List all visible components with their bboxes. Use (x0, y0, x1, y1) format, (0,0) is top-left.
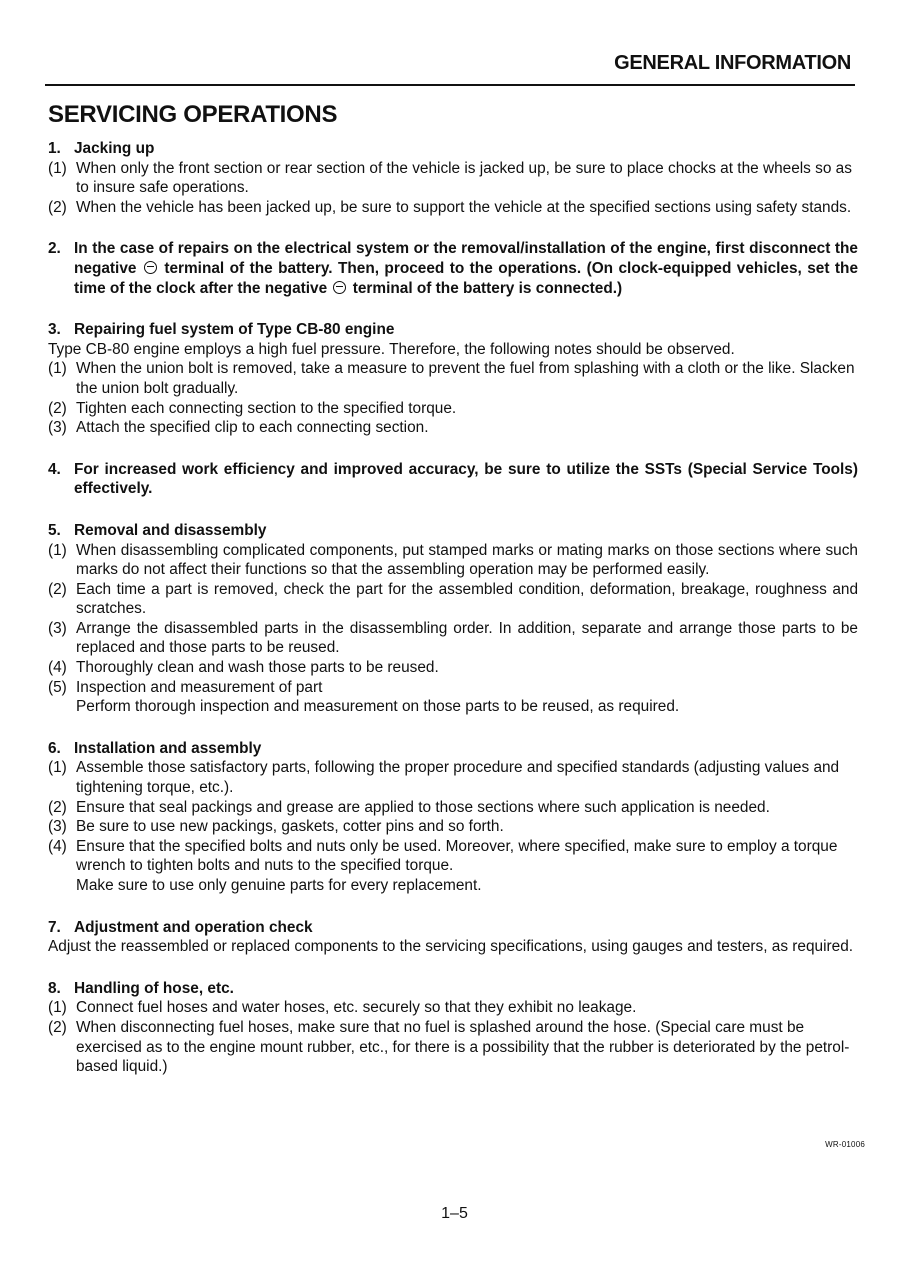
section-paragraph (48, 460, 858, 499)
list-item (48, 159, 858, 198)
list-item (48, 580, 858, 619)
item-text: Ensure that the specified bolts and nuts only be used. Moreover, where specified, make sure to employ a torque wrench to tighten bolts and nuts to the specified torque. (76, 837, 838, 875)
page-title: SERVICING OPERATIONS (48, 101, 338, 128)
section-heading-text: Handling of hose, etc. (74, 979, 234, 997)
section-hose-handling (48, 979, 858, 1077)
item-text: When only the front section or rear section of the vehicle is jacked up, be sure to place chocks at the wheels so as to insure safe operations. (76, 159, 852, 197)
section-number: 1. (48, 140, 61, 157)
item-text: Thoroughly clean and wash those parts to be reused. (76, 659, 439, 677)
list-item (48, 359, 858, 398)
section-heading (48, 979, 858, 999)
section-adjustment-check (48, 918, 858, 957)
section-paragraph (48, 239, 858, 298)
list-item (48, 758, 858, 797)
item-text: Each time a part is removed, check the part for the assembled condition, deformation, breakage, roughness and scratches. (76, 580, 858, 618)
item-number: (4) (48, 837, 67, 855)
item-text: Be sure to use new packings, gaskets, cotter pins and so forth. (76, 818, 504, 836)
section-battery-note (48, 239, 858, 298)
item-note: Perform thorough inspection and measurement on those parts to be reused, as required. (76, 698, 680, 716)
section-heading-text: Jacking up (74, 140, 155, 157)
list-item (48, 837, 858, 876)
item-number: (2) (48, 399, 67, 417)
section-number: 4. (48, 460, 61, 478)
paragraph-part: In the case of repairs on the electrical system or the removal/installation of the engine, first disconnect the negative (74, 240, 858, 277)
section-heading-text: Installation and assembly (74, 739, 262, 757)
paragraph-part: terminal of the battery. Then, proceed to the operations. (On clock-equipped vehicles, set the time of the clock after the negative (74, 259, 859, 297)
list-item (48, 658, 858, 678)
negative-terminal-icon (144, 261, 157, 274)
section-paragraph-text (74, 239, 858, 298)
section-heading (48, 918, 858, 938)
item-number: (2) (48, 198, 67, 216)
item-number: (1) (48, 360, 67, 378)
section-fuel-system (48, 320, 858, 438)
header-rule (45, 84, 855, 86)
section-number: 2. (48, 240, 61, 258)
section-paragraph-text: For increased work efficiency and improved accuracy, be sure to utilize the SSTs (Special Service Tools) effectively. (74, 460, 858, 498)
section-number: 5. (48, 521, 61, 539)
item-text: When the union bolt is removed, take a measure to prevent the fuel from splashing with a cloth or the like. Slacken the union bolt gradually. (76, 360, 855, 397)
list-item (48, 678, 858, 698)
list-item (48, 619, 858, 658)
item-number: (2) (48, 580, 67, 598)
item-text: Arrange the disassembled parts in the disassembling order. In addition, separate and arrange those parts to be replaced and those parts to be reused. (76, 619, 858, 657)
item-number: (1) (48, 999, 67, 1017)
item-text: Connect fuel hoses and water hoses, etc. securely so that they exhibit no leakage. (76, 999, 637, 1017)
list-item (48, 817, 858, 837)
list-item (48, 541, 858, 580)
section-heading (48, 739, 858, 759)
negative-terminal-icon (333, 281, 346, 294)
section-heading-text: Removal and disassembly (74, 521, 267, 539)
item-text: When disassembling complicated components, put stamped marks or mating marks on those sections where such marks do not affect their functions so that the assembling operation may be performed easily. (76, 541, 858, 579)
item-number: (1) (48, 759, 67, 777)
section-heading-text: Adjustment and operation check (74, 918, 313, 936)
item-text: Ensure that seal packings and grease are applied to those sections where such application is needed. (76, 798, 770, 816)
figure-code: WR-01006 (825, 1140, 865, 1149)
item-text: Inspection and measurement of part (76, 678, 323, 696)
item-text: Assemble those satisfactory parts, following the proper procedure and specified standards (adjusting values and tightening torque, etc.). (76, 759, 840, 797)
item-number: (2) (48, 798, 67, 816)
section-heading-text: Repairing fuel system of Type CB-80 engine (74, 321, 395, 339)
section-heading (48, 521, 858, 541)
item-number: (4) (48, 659, 67, 677)
section-sst-note (48, 460, 858, 499)
list-item (48, 399, 858, 419)
item-text: When disconnecting fuel hoses, make sure that no fuel is splashed around the hose. (Special care must be exercised as to the engine mount rubber, etc., for there is a possibility that the rubber is deteriorated by the petrol-based liquid.) (76, 1018, 850, 1076)
list-item (48, 798, 858, 818)
list-item (48, 198, 858, 218)
section-number: 7. (48, 918, 61, 936)
item-number: (1) (48, 541, 67, 559)
paragraph-part: terminal of the battery is connected.) (352, 279, 623, 297)
section-number: 3. (48, 321, 61, 339)
section-removal-disassembly (48, 521, 858, 717)
running-header: GENERAL INFORMATION (614, 52, 851, 74)
item-number: (1) (48, 159, 67, 177)
document-body (48, 139, 858, 1099)
list-item (48, 418, 858, 438)
item-text: Tighten each connecting section to the specified torque. (76, 399, 457, 417)
item-text: When the vehicle has been jacked up, be sure to support the vehicle at the specified sections using safety stands. (76, 198, 852, 216)
item-number: (3) (48, 619, 67, 637)
item-number: (3) (48, 818, 67, 836)
section-heading (48, 139, 858, 159)
section-number: 6. (48, 739, 61, 757)
section-number: 8. (48, 979, 61, 997)
list-item (48, 1018, 858, 1077)
section-installation-assembly (48, 739, 858, 896)
section-heading (48, 320, 858, 340)
item-number: (5) (48, 678, 67, 696)
item-number: (2) (48, 1018, 67, 1036)
section-intro: Adjust the reassembled or replaced components to the servicing specifications, using gauges and testers, as required. (48, 938, 854, 956)
item-number: (3) (48, 419, 67, 437)
list-item (48, 998, 858, 1018)
item-note: Make sure to use only genuine parts for every replacement. (76, 877, 482, 894)
section-jacking-up (48, 139, 858, 217)
section-intro: Type CB-80 engine employs a high fuel pressure. Therefore, the following notes should be observed. (48, 340, 735, 358)
page-number: 1–5 (441, 1205, 468, 1222)
item-text: Attach the specified clip to each connecting section. (76, 419, 429, 437)
